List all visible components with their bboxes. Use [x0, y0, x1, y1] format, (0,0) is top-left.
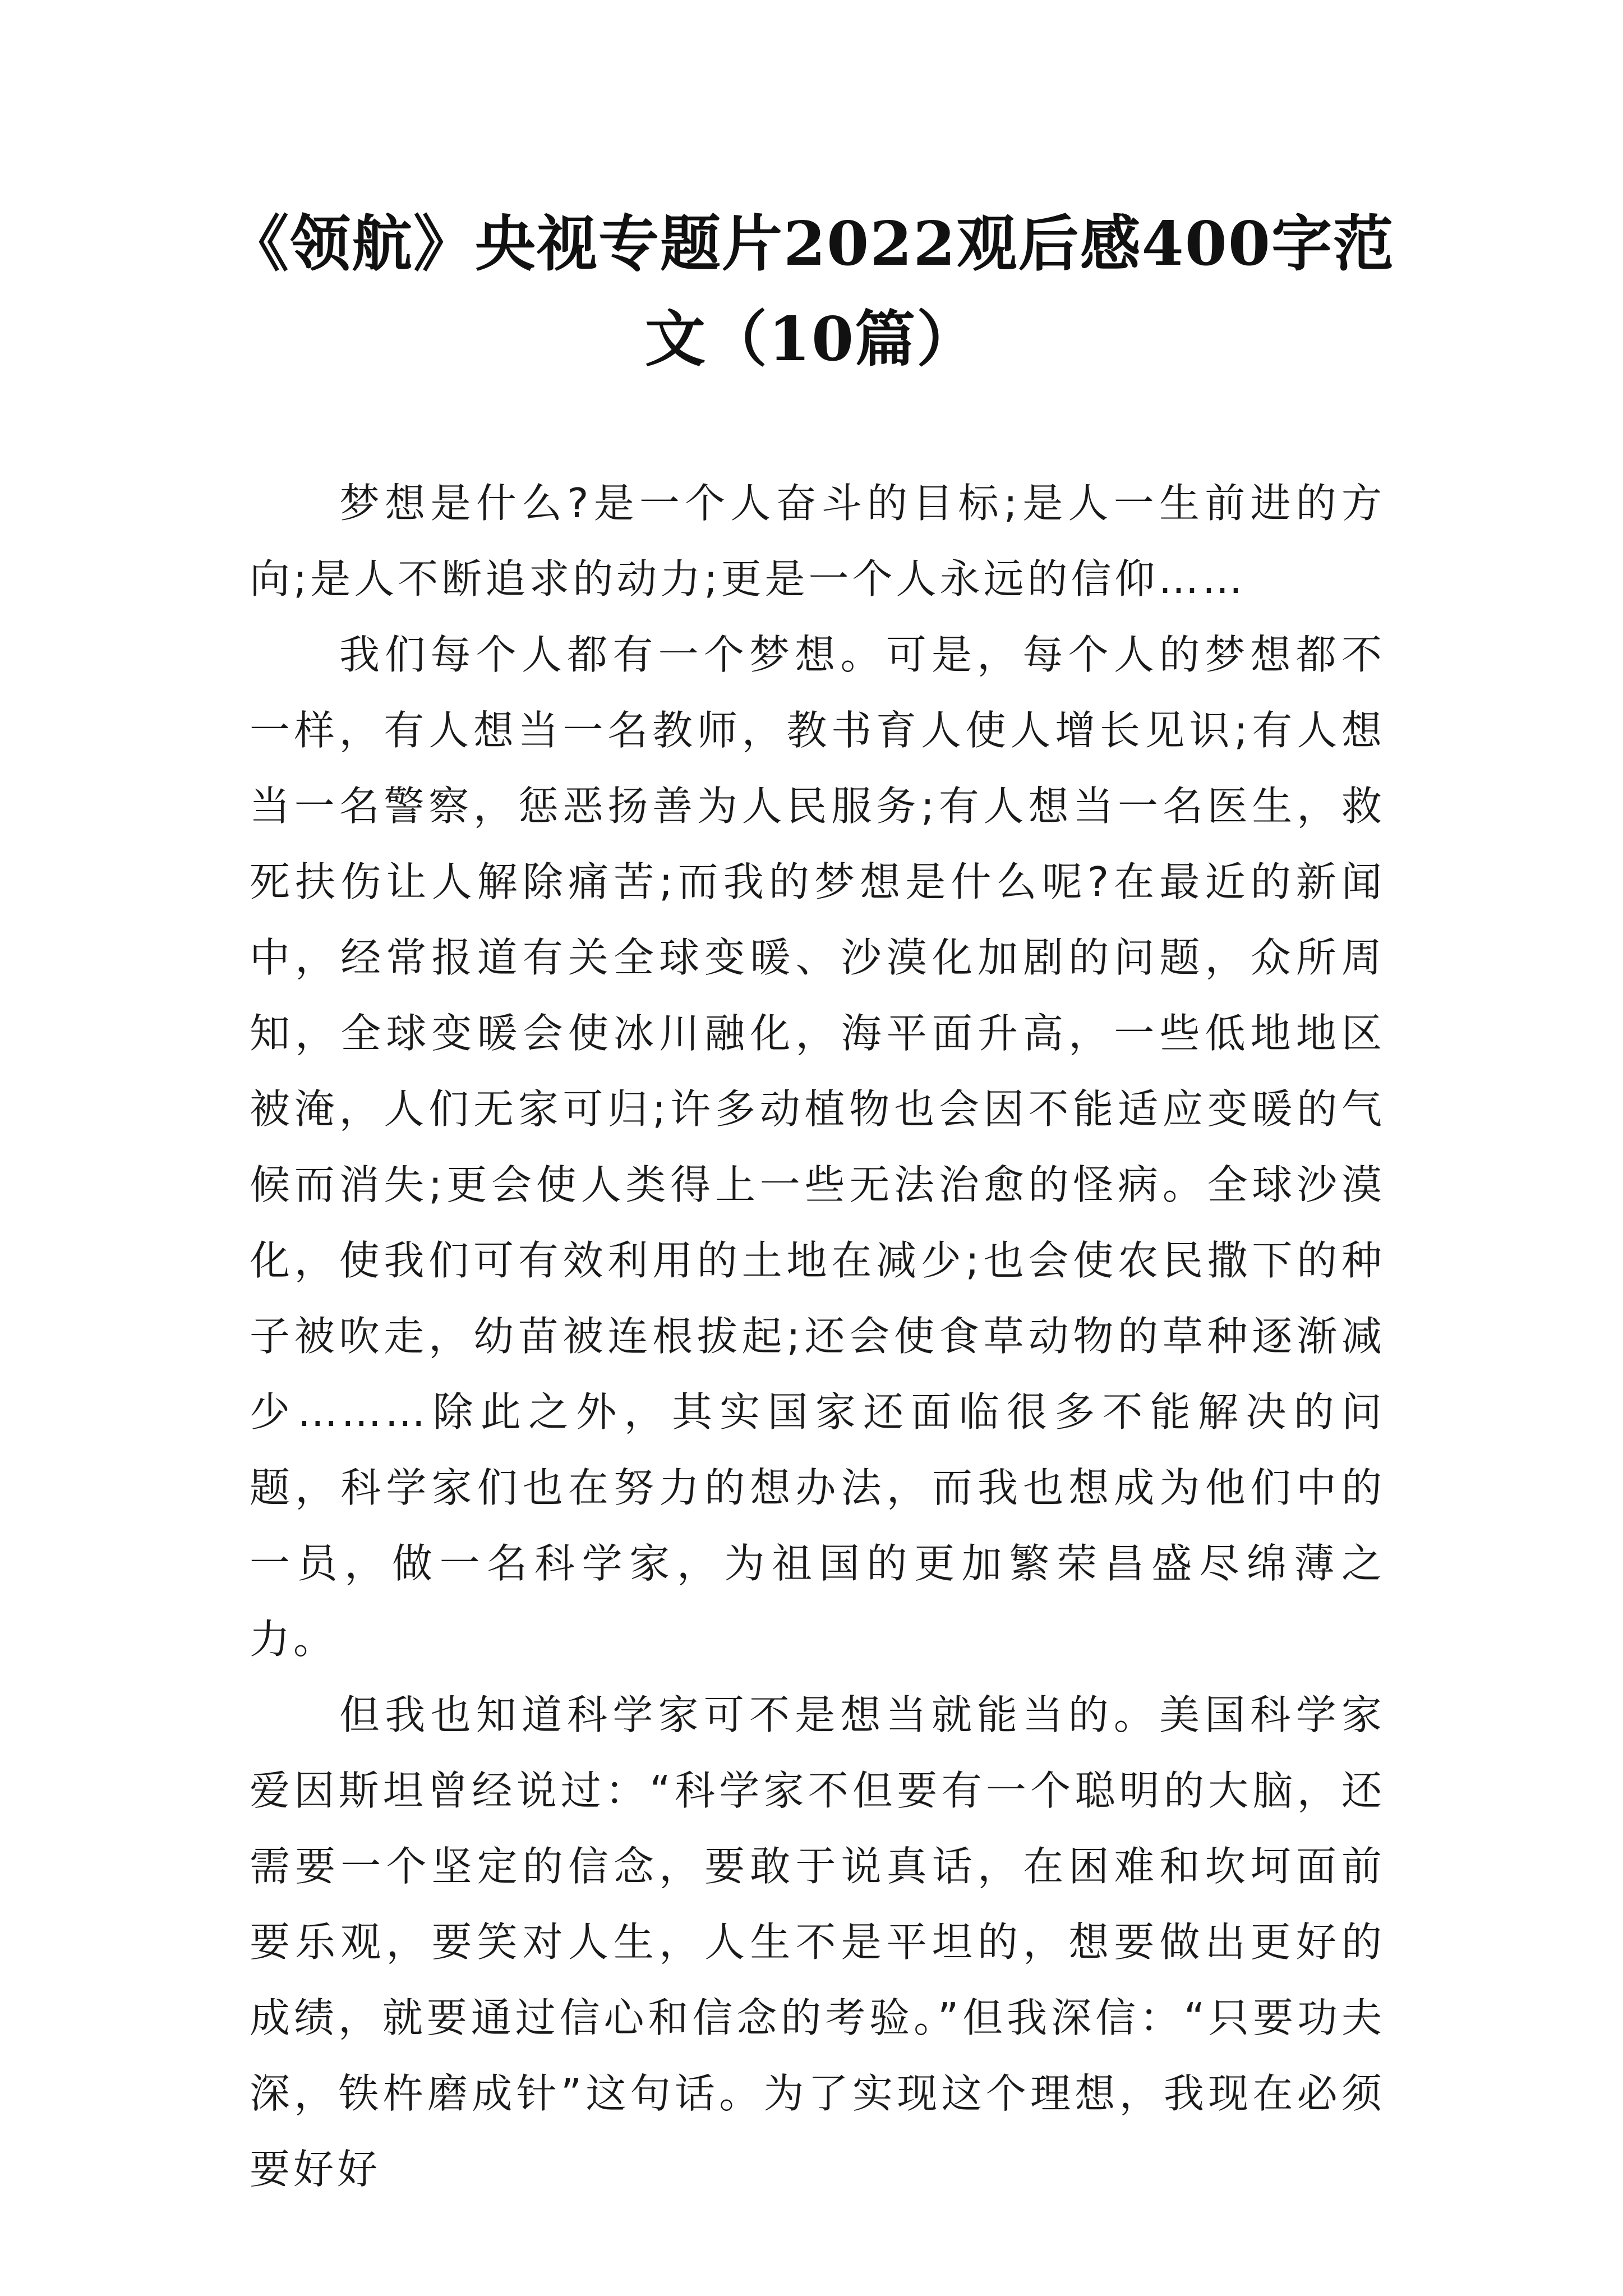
document-title: 《领航》央视专题片2022观后感400字范文（10篇）: [228, 209, 1395, 375]
paragraph-1: 梦想是什么?是一个人奋斗的目标;是人一生前进的方向;是人不断追求的动力;更是一个人永远的信仰……: [250, 480, 1385, 602]
paragraph-3: 但我也知道科学家可不是想当就能当的。美国科学家爱因斯坦曾经说过：“科学家不但要有一个聪明的大脑，还需要一个坚定的信念，要敢于说真话，在困难和坎坷面前要乐观，要笑对人生，人生不是平坦的，想要做出更好的成绩，就要通过信心和信念的考验。”但我深信：“只要功夫深，铁杵磨成针”这句话。为了实现这个理想，我现在必须要好好: [250, 1691, 1385, 2193]
document-body: [250, 466, 1385, 2207]
paragraph-2: 我们每个人都有一个梦想。可是，每个人的梦想都不一样，有人想当一名教师，教书育人使人增长见识;有人想当一名警察，惩恶扬善为人民服务;有人想当一名医生，救死扶伤让人解除痛苦;而我的梦想是什么呢?在最近的新闻中，经常报道有关全球变暖、沙漠化加剧的问题，众所周知，全球变暖会使冰川融化，海平面升高，一些低地地区被淹，人们无家可归;许多动植物也会因不能适应变暖的气候而消失;更会使人类得上一些无法治愈的怪病。全球沙漠化，使我们可有效利用的土地在减少;也会使农民撒下的种子被吹走，幼苗被连根拔起;还会使食草动物的草种逐渐减少………除此之外，其实国家还面临很多不能解决的问题，科学家们也在努力的想办法，而我也想成为他们中的一员，做一名科学家，为祖国的更加繁荣昌盛尽绵薄之力。: [250, 631, 1385, 1663]
